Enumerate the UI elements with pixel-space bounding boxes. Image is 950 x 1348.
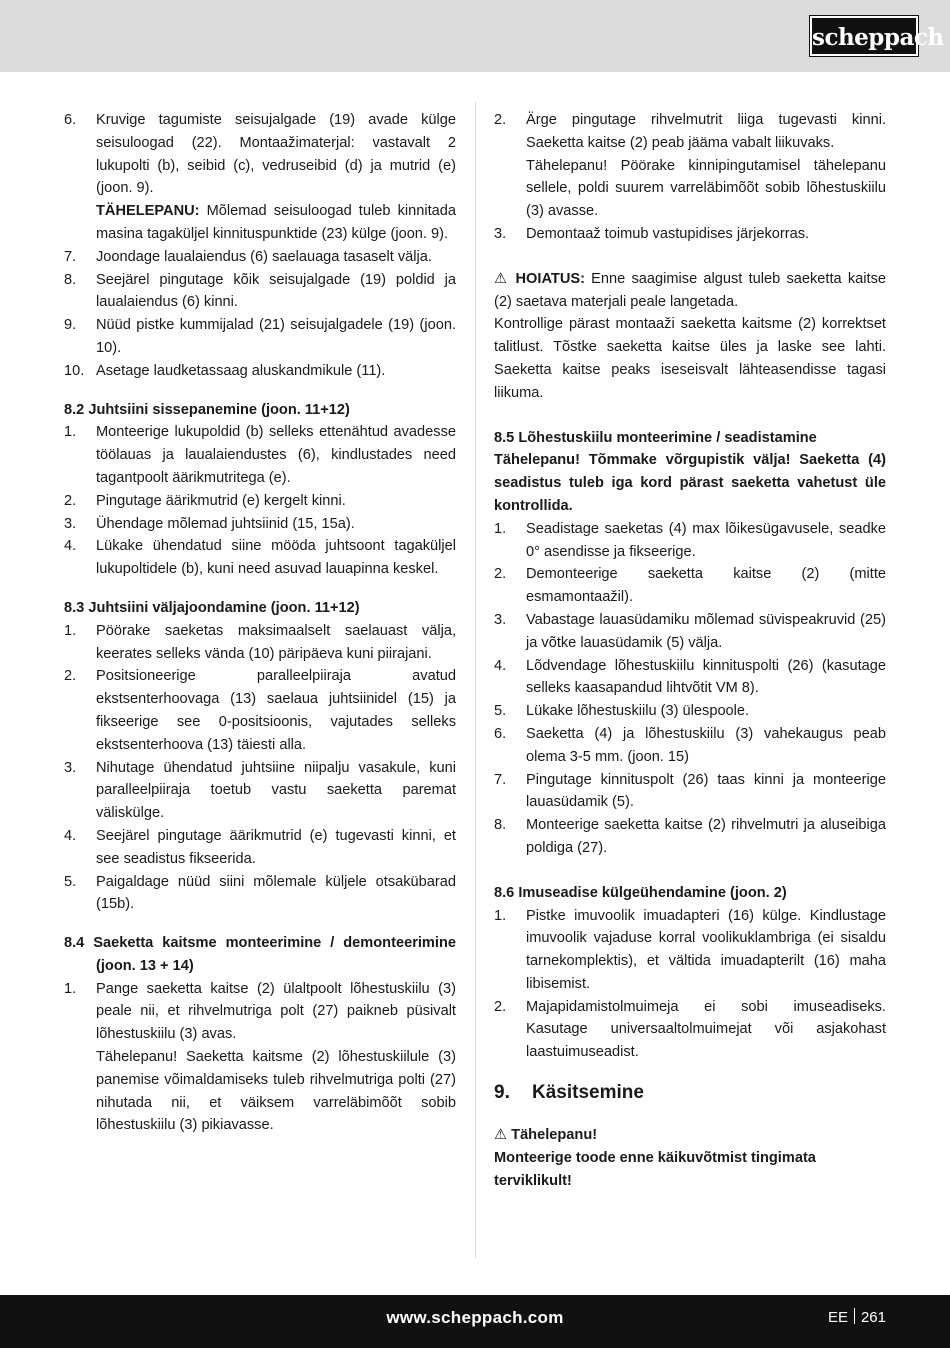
item-number: 5.	[494, 703, 507, 720]
warning-block	[494, 268, 886, 405]
section-heading: 8.2 Juhtsiini sissepanemine (joon. 11+12)	[64, 401, 350, 418]
section-8-5	[494, 427, 886, 860]
list-item	[64, 620, 456, 666]
item-number: 2.	[494, 566, 507, 583]
list-item	[494, 723, 886, 769]
right-column	[494, 109, 886, 1192]
language-code: EE	[827, 1309, 848, 1326]
warning-icon: ⚠	[494, 1127, 508, 1144]
item-text: Pistke imuvoolik imuadapteri (16) külge. Kindlustage imuvoolik vajaduse korral voolikuklambriga (ei sisaldu tarnekomplektis), et vältida imuadapterilt (16) maha libisemist.	[526, 907, 886, 992]
warning-text: Enne saagimise algust tuleb saeketta kaitse (2) saetava materjali peale langetada.	[494, 270, 886, 310]
list-item	[64, 421, 456, 489]
assembly-steps-list	[64, 109, 456, 383]
item-number: 6.	[64, 112, 77, 128]
list-item	[494, 563, 886, 609]
list-item	[494, 655, 886, 701]
list-item	[494, 609, 886, 655]
chapter-title: Käsitsemine	[532, 1082, 644, 1104]
item-number: 1.	[64, 622, 77, 639]
section-8-4	[64, 932, 456, 1137]
item-text: Lõdvendage lõhestuskiilu kinnituspolti (26) (kasutage selleks kaasapandud lihtvõtit VM 8).	[526, 657, 886, 697]
list-item	[64, 490, 456, 513]
item-text: Monteerige saeketta kaitse (2) rihvelmutri ja aluseibiga poldiga (27).	[526, 817, 886, 856]
list-item	[494, 769, 886, 815]
list-item	[494, 905, 886, 996]
item-number: 9.	[64, 317, 77, 334]
warning-label: HOIATUS:	[515, 270, 585, 287]
item-number: 2.	[494, 112, 507, 128]
list-item	[64, 360, 456, 383]
item-text: Demontaaž toimub vastupidises järjekorras.	[526, 225, 810, 242]
item-text: Nihutage ühendatud juhtsiine niipalju vasakule, kuni paralleelpiiraja toetub vastu saeketta paremat väliskülge.	[96, 759, 456, 822]
note-label: TÄHELEPANU:	[96, 203, 200, 220]
item-text: Ärge pingutage rihvelmutrit liiga tugevasti kinni. Saeketta kaitse (2) peab jääma vabalt liikuvaks.	[526, 112, 886, 151]
separator	[854, 1308, 855, 1324]
list-item	[64, 314, 456, 360]
item-text: Nüüd pistke kummijalad (21) seisujalgadele (19) (joon. 10).	[96, 317, 456, 356]
item-number: 1.	[64, 980, 77, 997]
item-text: Pöörake saeketas maksimaalselt saelauast välja, keerates selleks vända (10) päripäeva kuni piirajani.	[96, 622, 456, 662]
item-number: 5.	[64, 873, 77, 890]
item-text: Joondage laualaiendus (6) saelauaga tasaselt välja.	[96, 248, 432, 265]
item-text: Positsioneerige paralleelpiiraja avatud ekstsenterhoovaga (13) saelaua juhtsiinidel (15) ja fikseerige see 0-positsioonis, vajutades selleks ekstsenterhoova (13) täiesti alla.	[96, 668, 456, 753]
bold-note: Tähelepanu! Tõmmake võrgupistik välja! Saeketta (4) seadistus tuleb iga kord pärast saeketta vahetust üle kontrollida.	[494, 452, 886, 514]
note-text: Tähelepanu! Pöörake kinnipingutamisel tähelepanu sellele, poldi suurem varreläbimõõt sobib lõhestuskiilu (3) avasse.	[526, 157, 886, 220]
note-text: Tähelepanu! Saeketta kaitsme (2) lõhestuskiilule (3) panemise võimaldamiseks tuleb rihvelmutriga polti (27) nihutada nii, et väiksem varreläbimõõt sobib lõhestuskiilu (3) pikiavasse.	[96, 1049, 456, 1134]
note	[96, 200, 456, 246]
item-number: 2.	[494, 998, 507, 1015]
section-8-6	[494, 882, 886, 1064]
list-item	[494, 700, 886, 723]
list-item	[64, 825, 456, 871]
item-number: 2.	[64, 668, 77, 685]
list-item	[64, 269, 456, 315]
section-8-2	[64, 399, 456, 581]
item-number: 4.	[64, 538, 77, 555]
item-text: Saeketta (4) ja lõhestuskiilu (3) vahekaugus peab olema 3-5 mm. (joon. 15)	[526, 725, 886, 765]
item-text: Paigaldage nüüd siini mõlemale küljele otsakübarad (15b).	[96, 873, 456, 913]
list-item	[494, 814, 886, 860]
item-number: 4.	[494, 657, 507, 674]
item-number: 10.	[64, 362, 85, 379]
item-number: 3.	[64, 759, 77, 776]
page-indicator	[828, 1308, 886, 1326]
item-text: Seejärel pingutage kõik seisujalgade (19) poldid ja laualaiendus (6) kinni.	[96, 271, 456, 311]
left-column	[64, 109, 456, 1137]
list-item	[64, 246, 456, 269]
warning-text-2: Kontrollige pärast montaaži saeketta kaitsme (2) korrektset talitlust. Tõstke saeketta kaitse üles ja laske see lahti. Saeketta kaitse peaks iseseisvalt lähteasendisse tagasi liikuma.	[494, 316, 886, 401]
list-item	[64, 535, 456, 581]
item-text: Pingutage äärikmutrid (e) kergelt kinni.	[96, 492, 346, 509]
item-number: 3.	[494, 225, 507, 242]
section-heading: 8.3 Juhtsiini väljajoondamine (joon. 11+12)	[64, 599, 360, 616]
footer-website-link[interactable]: www.scheppach.com	[386, 1308, 564, 1327]
item-text: Seadistage saeketas (4) max lõikesügavusele, seadke 0° asendisse ja fikseerige.	[526, 520, 886, 560]
list-item	[64, 513, 456, 536]
item-text: Kruvige tagumiste seisujalgade (19) avade külge seisuloogad (22). Montaažimaterjal: vastavalt 2 lukupolti (b), seibid (c), vedruseibid (d) ja mutrid (e) (joon. 9).	[96, 112, 456, 197]
chapter-number: 9.	[494, 1082, 510, 1104]
item-text: Majapidamistolmuimeja ei sobi imuseadiseks. Kasutage universaaltolmuimejat või asjakohast laastuimuseadist.	[526, 998, 886, 1061]
item-number: 3.	[64, 515, 77, 532]
operation-warning	[494, 1124, 886, 1192]
section-8-3	[64, 597, 456, 916]
section-heading: 8.4 Saeketta kaitsme monteerimine / demonteerimine (joon. 13 + 14)	[64, 935, 456, 974]
item-text: Pingutage kinnituspolt (26) taas kinni ja monteerige lauasüdamik (5).	[526, 771, 886, 811]
brand-logo: scheppach	[810, 16, 918, 56]
item-number: 7.	[494, 771, 507, 788]
item-number: 8.	[494, 817, 507, 834]
item-number: 8.	[64, 271, 77, 288]
item-text: Lükake ühendatud siine mööda juhtsoont tagaküljel lukupoltidele (b), kuni need asuvad lauapinna keskel.	[96, 538, 456, 578]
section-heading: 8.6 Imuseadise külgeühendamine (joon. 2)	[494, 884, 787, 901]
list-item	[494, 996, 886, 1064]
list-item	[64, 665, 456, 756]
item-number: 1.	[494, 907, 507, 924]
item-text: Pange saeketta kaitse (2) ülaltpoolt lõhestuskiilu (3) peale nii, et rihvelmutriga polt (27) paikneb püsivalt lõhestuskiilu (3) avas.	[96, 980, 456, 1043]
item-text: Asetage laudketassaag aluskandmikule (11).	[96, 362, 386, 379]
item-number: 1.	[64, 424, 77, 441]
warning-label: Tähelepanu!	[511, 1127, 598, 1144]
item-text: Demonteerige saeketta kaitse (2) (mitte esmamontaažil).	[526, 566, 886, 606]
list-item	[64, 978, 456, 1138]
header-band	[0, 0, 950, 72]
list-item	[494, 109, 886, 223]
list-item	[64, 109, 456, 246]
list-item	[494, 518, 886, 564]
item-number: 4.	[64, 827, 77, 844]
item-number: 3.	[494, 611, 507, 628]
note-text: Mõlemad seisuloogad tuleb kinnitada masina tagaküljel kinnituspunktide (23) külge (joon. 9).	[96, 203, 456, 242]
item-text: Monteerige lukupoldid (b) selleks ettenähtud avadesse töölauas ja laualaiendustes (6), kindlustades need tagantpoolt äärikmutritega (e).	[96, 424, 456, 486]
section-heading: 8.5 Lõhestuskiilu monteerimine / seadistamine	[494, 429, 817, 446]
item-number: 2.	[64, 492, 77, 509]
guard-steps-list	[494, 109, 886, 246]
page-number: 261	[860, 1309, 886, 1326]
item-number: 1.	[494, 520, 507, 537]
item-text: Vabastage lauasüdamiku mõlemad süvispeakruvid (25) ja võtke lauasüdamik (5) välja.	[526, 611, 886, 651]
item-number: 6.	[494, 725, 507, 742]
warning-text: Monteerige toode enne käikuvõtmist tingimata terviklikult!	[494, 1149, 816, 1189]
item-text: Ühendage mõlemad juhtsiinid (15, 15a).	[96, 515, 355, 532]
list-item	[64, 757, 456, 825]
item-number: 7.	[64, 248, 77, 265]
chapter-heading	[494, 1078, 886, 1108]
item-text: Seejärel pingutage äärikmutrid (e) tugevasti kinni, et see seadistus fikseerida.	[96, 827, 456, 867]
list-item	[494, 223, 886, 246]
column-divider	[475, 102, 476, 1258]
item-text: Lükake lõhestuskiilu (3) ülespoole.	[526, 703, 750, 720]
list-item	[64, 871, 456, 917]
warning-icon: ⚠	[494, 270, 510, 287]
